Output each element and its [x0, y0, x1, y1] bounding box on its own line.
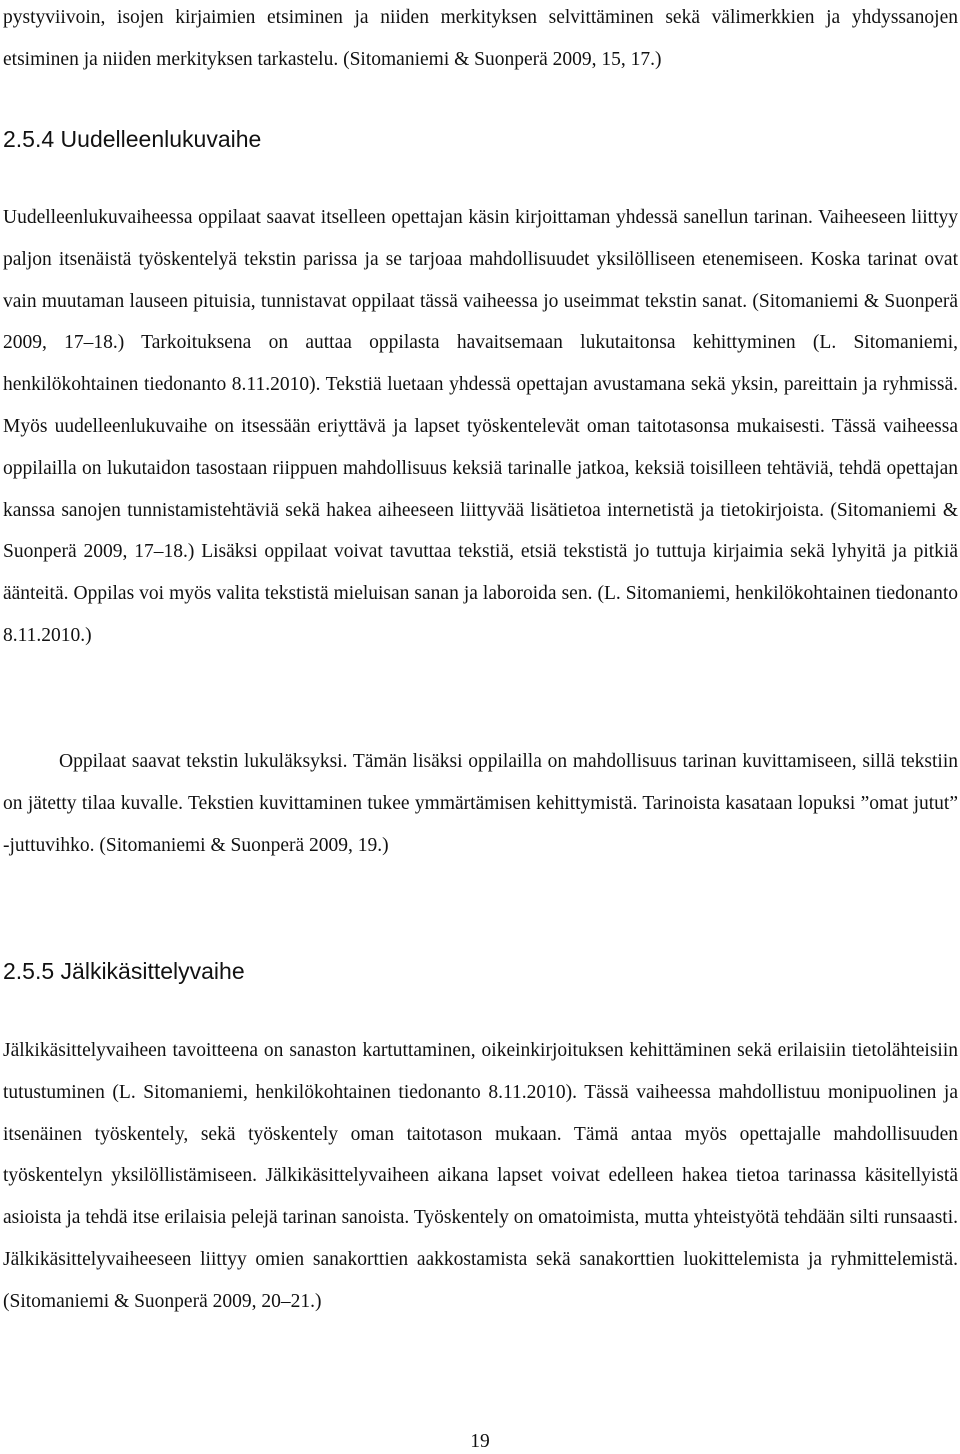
page-number: 19	[470, 1431, 490, 1452]
jalkikasittelyvaihe-paragraph-1: Jälkikäsittelyvaiheen tavoitteena on sanaston kartuttaminen, oikeinkirjoituksen kehittäminen sekä erilaisiin tietolähteisiin tutustuminen (L. Sitomaniemi, henkilökohtainen tiedonanto 8.11.2010). Tässä vaiheessa mahdollistuu monipuolinen ja itsenäinen työskentely, sekä työskentely oman taitotason mukaan. Tämä antaa myös opettajalle mahdollisuuden työskentelyn yksilöllistämiseen. Jälkikäsittelyvaiheen aikana lapset voivat edelleen hakea tietoa tarinassa käsitellyistä asioista ja tehdä itse erilaisia pelejä tarinan sanoista. Työskentely on omatoimista, mutta yhteistyötä tehdään silti runsaasti. Jälkikäsittelyvaiheeseen liittyy omien sanakorttien aakkostamista sekä sanakorttien luokittelemista ja ryhmittelemistä. (Sitomaniemi & Suonperä 2009, 20–21.)	[3, 1040, 958, 1312]
section-heading-jalkikasittelyvaihe: 2.5.5 Jälkikäsittelyvaihe	[3, 958, 245, 984]
uudelleenlukuvaihe-paragraph-2: Oppilaat saavat tekstin lukuläksyksi. Tämän lisäksi oppilailla on mahdollisuus tarinan kuvittamiseen, sillä tekstiin on jätetty tilaa kuvalle. Tekstien kuvittaminen tukee ymmärtämisen kehittymistä. Tarinoista kasataan lopuksi ”omat jutut” -juttuvihko. (Sitomaniemi & Suonperä 2009, 19.)	[3, 751, 958, 856]
intro-paragraph: pystyviivoin, isojen kirjaimien etsiminen ja niiden merkityksen selvittäminen sekä välimerkkien ja yhdyssanojen etsiminen ja niiden merkityksen tarkastelu. (Sitomaniemi & Suonperä 2009, 15, 17.)	[3, 7, 958, 70]
section-heading-uudelleenlukuvaihe: 2.5.4 Uudelleenlukuvaihe	[3, 126, 262, 152]
uudelleenlukuvaihe-paragraph-1: Uudelleenlukuvaiheessa oppilaat saavat itselleen opettajan käsin kirjoittaman yhdessä sanellun tarinan. Vaiheeseen liittyy paljon itsenäistä työskentelyä tekstin parissa ja se tarjoaa mahdollisuudet yksilölliseen etenemiseen. Koska tarinat ovat vain muutaman lauseen pituisia, tunnistavat oppilaat tässä vaiheessa jo useimmat tekstin sanat. (Sitomaniemi & Suonperä 2009, 17–18.) Tarkoituksena on auttaa oppilasta havaitsemaan lukutaitonsa kehittyminen (L. Sitomaniemi, henkilökohtainen tiedonanto 8.11.2010). Tekstiä luetaan yhdessä opettajan avustamana sekä yksin, pareittain ja ryhmissä. Myös uudelleenlukuvaihe on itsessään eriyttävä ja lapset työskentelevät oman taitotasonsa mukaisesti. Tässä vaiheessa oppilailla on lukutaidon tasostaan riippuen mahdollisuus keksiä tarinalle jatkoa, keksiä toisilleen tehtäviä, tehdä opettajan kanssa sanojen tunnistamistehtäviä sekä hakea aiheeseen liittyvää lisätietoa internetistä ja tietokirjoista. (Sitomaniemi & Suonperä 2009, 17–18.) Lisäksi oppilaat voivat tavuttaa tekstiä, etsiä tekstistä jo tuttuja kirjaimia sekä lyhyitä ja pitkiä äänteitä. Oppilas voi myös valita tekstistä mieluisan sanan ja laboroida sen. (L. Sitomaniemi, henkilökohtainen tiedonanto 8.11.2010.)	[3, 207, 958, 646]
